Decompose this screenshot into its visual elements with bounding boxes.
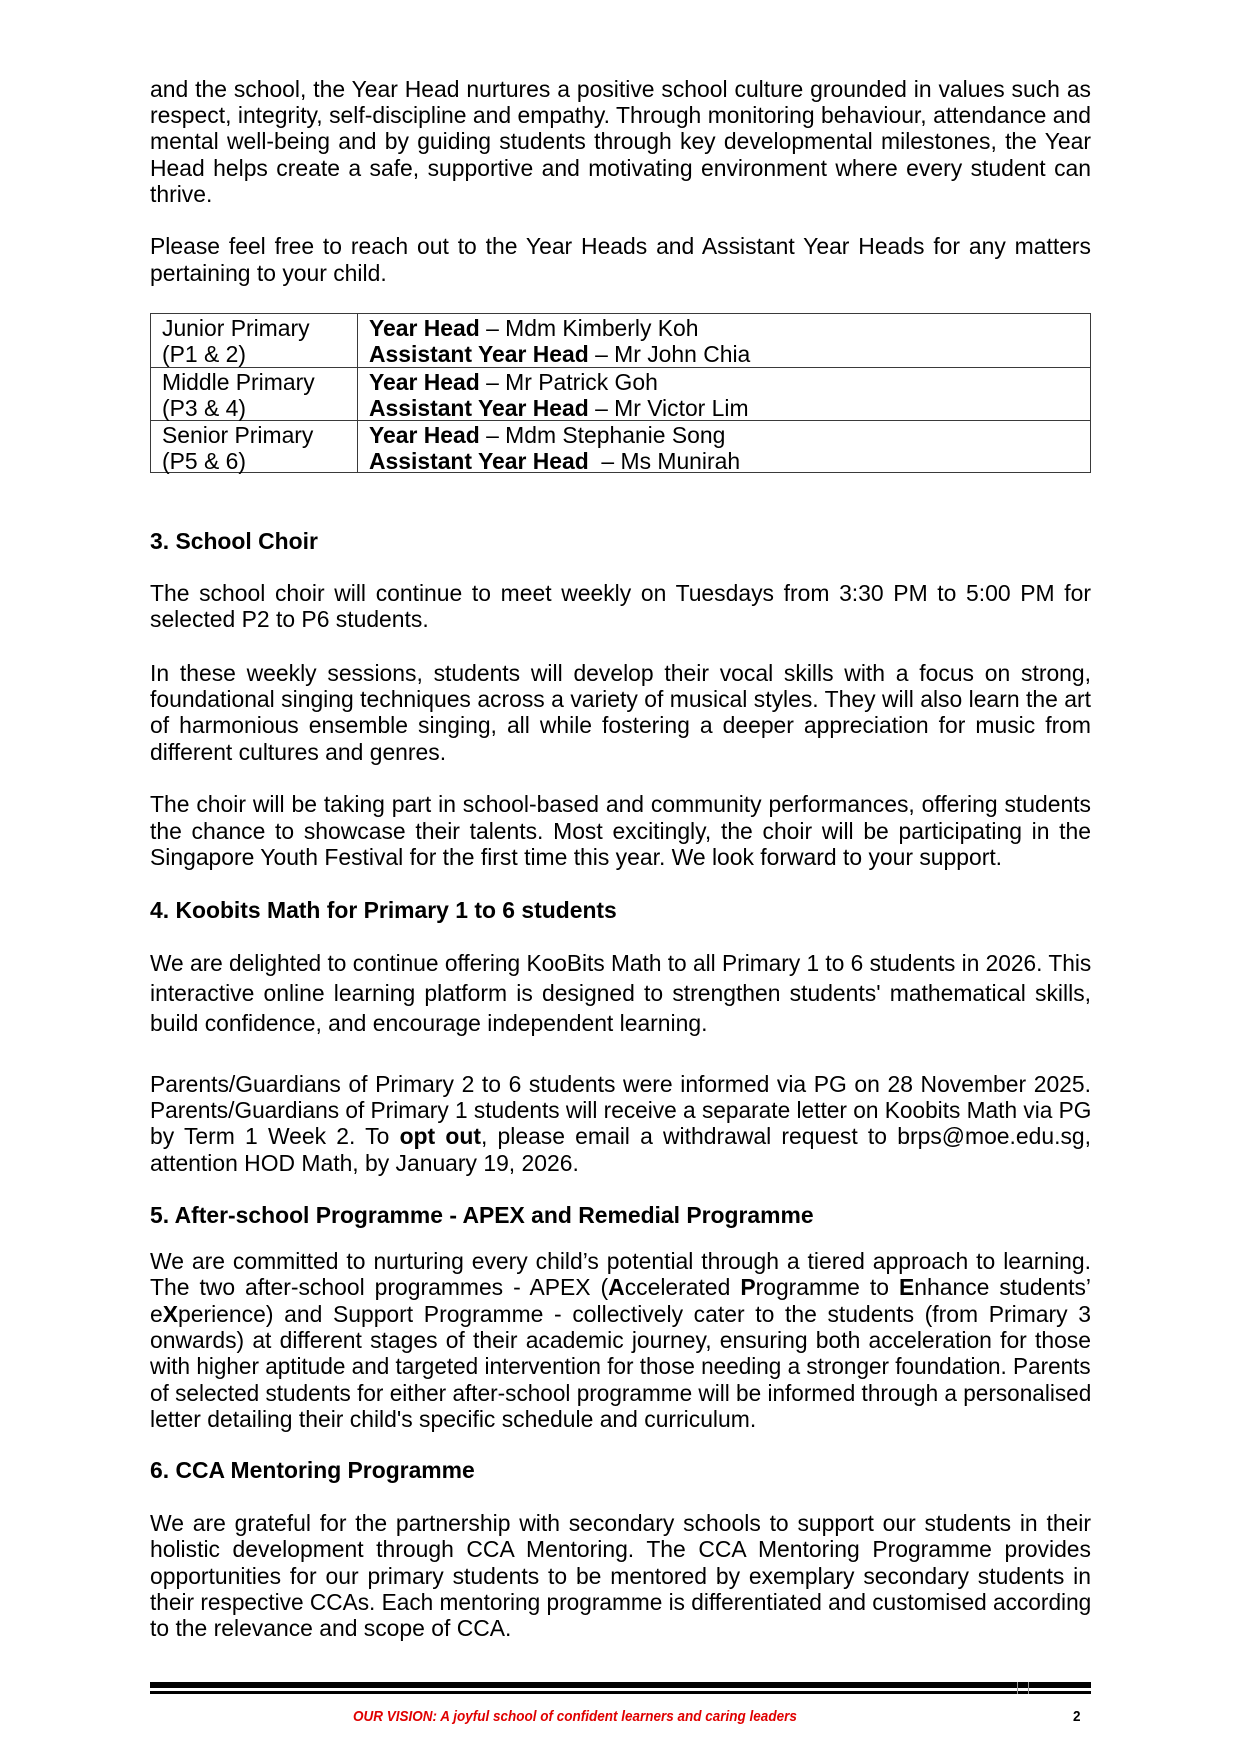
- paragraph-choir-performances: [150, 791, 1091, 870]
- footer-rule-thin: [150, 1691, 1091, 1694]
- paragraph-contact-year-heads: [150, 233, 1091, 286]
- level-grades: (P3 & 4): [162, 395, 246, 422]
- section-heading: 3. School Choir: [150, 527, 318, 554]
- level-grades: (P1 & 2): [162, 341, 246, 368]
- text-line: The school choir will continue to meet weekly on Tuesdays from 3:30 PM to 5:00 PM for: [150, 580, 1091, 606]
- text-line: We are delighted to continue offering KooBits Math to all Primary 1 to 6 students in 2026. This: [150, 949, 1092, 976]
- paragraph-choir-schedule: [150, 580, 1091, 633]
- footer-rule-notch: [1028, 1682, 1029, 1694]
- level-name: Middle Primary: [162, 368, 315, 395]
- text-line: thrive.: [150, 180, 213, 207]
- text-line: mental well-being and by guiding students through key developmental milestones, the Year: [150, 128, 1091, 155]
- email-address: brps@moe.edu.sg: [897, 1123, 1085, 1150]
- section-heading-school-choir: [150, 528, 1091, 554]
- text-line: the chance to showcase their talents. Most excitingly, the choir will be participating in the: [150, 817, 1091, 844]
- section-heading-after-school-programme: [150, 1202, 1091, 1228]
- text-run: , please email a withdrawal request to: [480, 1123, 898, 1150]
- year-head-label: Year Head: [369, 421, 480, 448]
- assistant-year-head-line: [369, 395, 1090, 421]
- acronym-letter: X: [162, 1300, 179, 1327]
- text-line: of selected students for either after-school programme will be informed through a personalised: [150, 1379, 1092, 1406]
- text-line: [150, 1274, 1091, 1300]
- level-cell: [151, 314, 358, 367]
- text-line: letter detailing their child's specific schedule and curriculum.: [150, 1405, 757, 1432]
- text-line: selected P2 to P6 students.: [150, 606, 429, 633]
- paragraph-choir-sessions: [150, 660, 1091, 765]
- text-run: ccelerated: [624, 1274, 741, 1301]
- acronym-letter: E: [898, 1274, 915, 1301]
- text-line: pertaining to your child.: [150, 259, 387, 286]
- text-line: We are grateful for the partnership with secondary schools to support our students in their: [150, 1509, 1091, 1536]
- text-run: perience) and Support Programme - collectively cater to the students (from Primary 3: [178, 1300, 1091, 1327]
- text-line: to the relevance and scope of CCA.: [150, 1615, 512, 1642]
- staff-cell: [358, 368, 1090, 420]
- level-name: Senior Primary: [162, 421, 314, 448]
- table-row: [151, 420, 1090, 473]
- text-line: different cultures and genres.: [150, 738, 447, 765]
- text-line: and the school, the Year Head nurtures a positive school culture grounded in values such as: [150, 75, 1091, 102]
- assistant-year-head-label: Assistant Year Head: [369, 395, 589, 422]
- text-line: The choir will be taking part in school-based and community performances, offering students: [150, 791, 1091, 818]
- paragraph-apex-programme: [150, 1248, 1091, 1432]
- text-line: attention HOD Math, by January 19, 2026.: [150, 1149, 579, 1176]
- text-line: [150, 1123, 1091, 1149]
- year-head-line: [369, 315, 1090, 341]
- text-line: holistic development through CCA Mentoring. The CCA Mentoring Programme provides: [150, 1536, 1091, 1563]
- text-run: nhance students’: [914, 1274, 1091, 1301]
- year-head-name: – Mdm Kimberly Koh: [479, 315, 699, 341]
- paragraph-koobits-opt-out: [150, 1071, 1091, 1176]
- text-line: Singapore Youth Festival for the first time this year. We look forward to your support.: [150, 844, 1003, 871]
- footer-vision-statement: OUR VISION: A joyful school of confident learners and caring leaders: [353, 1708, 797, 1725]
- text-run: ,: [1084, 1123, 1091, 1150]
- paragraph-koobits-intro: [150, 948, 1091, 1038]
- text-run: e: [150, 1300, 163, 1327]
- text-line: foundational singing techniques across a variety of musical styles. They will also learn the art: [150, 685, 1091, 712]
- text-line: of harmonious ensemble singing, all while fostering a deeper appreciation for music from: [150, 712, 1091, 739]
- level-cell: [151, 368, 358, 420]
- text-line: interactive online learning platform is designed to strengthen students' mathematical skills,: [150, 979, 1091, 1006]
- page-number: 2: [1073, 1708, 1081, 1725]
- section-heading: 5. After-school Programme - APEX and Remedial Programme: [150, 1202, 814, 1229]
- section-heading: 6. CCA Mentoring Programme: [150, 1456, 475, 1483]
- text-line: their respective CCAs. Each mentoring programme is differentiated and customised according: [150, 1588, 1092, 1615]
- year-head-line: [369, 422, 1090, 448]
- paragraph-cca-mentoring: [150, 1510, 1091, 1642]
- assistant-year-head-label: Assistant Year Head: [369, 341, 589, 368]
- assistant-year-head-line: [369, 448, 1090, 474]
- table-row: [151, 367, 1090, 420]
- footer-rule-thick: [150, 1682, 1091, 1688]
- year-head-label: Year Head: [369, 368, 480, 395]
- text-line: [150, 1301, 1091, 1327]
- staff-cell: [358, 421, 1090, 473]
- assistant-year-head-line: [369, 341, 1090, 367]
- level-name: Junior Primary: [162, 315, 310, 341]
- text-line: with higher aptitude and targeted intervention for those needing a stronger foundation. Parents: [150, 1353, 1091, 1380]
- text-line: respect, integrity, self-discipline and empathy. Through monitoring behaviour, attendance and: [150, 101, 1091, 128]
- section-heading: 4. Koobits Math for Primary 1 to 6 students: [150, 896, 617, 923]
- text-line: Parents/Guardians of Primary 2 to 6 students were informed via PG on 28 November 2025.: [150, 1070, 1091, 1097]
- paragraph-year-head-role: [150, 76, 1091, 208]
- section-heading-cca-mentoring: [150, 1457, 1091, 1483]
- text-run: The two after-school programmes - APEX (: [150, 1274, 609, 1301]
- year-head-line: [369, 369, 1090, 395]
- text-run: by Term 1 Week 2. To: [150, 1123, 400, 1150]
- text-line: In these weekly sessions, students will develop their vocal skills with a focus on strong,: [150, 659, 1091, 686]
- opt-out-emphasis: opt out: [399, 1123, 481, 1150]
- text-line: Please feel free to reach out to the Year Heads and Assistant Year Heads for any matters: [150, 233, 1091, 260]
- year-heads-table: [150, 313, 1091, 473]
- level-cell: [151, 421, 358, 473]
- text-line: Head helps create a safe, supportive and motivating environment where every student can: [150, 154, 1091, 181]
- year-head-name: – Mdm Stephanie Song: [479, 421, 726, 448]
- text-line: onwards) at different stages of their academic journey, ensuring both acceleration for those: [150, 1326, 1091, 1353]
- staff-cell: [358, 314, 1090, 367]
- assistant-year-head-name: – Mr John Chia: [588, 341, 751, 368]
- acronym-letter: A: [608, 1274, 625, 1301]
- text-line: opportunities for our primary students to be mentored by exemplary secondary students in: [150, 1562, 1091, 1589]
- footer-rule-notch: [1017, 1682, 1018, 1694]
- section-heading-koobits-math: [150, 897, 1091, 923]
- assistant-year-head-label: Assistant Year Head: [369, 447, 589, 474]
- text-line: We are committed to nurturing every child’s potential through a tiered approach to learning.: [150, 1247, 1091, 1274]
- assistant-year-head-name: – Mr Victor Lim: [588, 395, 749, 422]
- year-head-name: – Mr Patrick Goh: [479, 368, 658, 395]
- table-row: [151, 314, 1090, 367]
- level-grades: (P5 & 6): [162, 447, 246, 474]
- assistant-year-head-name: – Ms Munirah: [588, 447, 741, 474]
- text-line: Parents/Guardians of Primary 1 students will receive a separate letter on Koobits Math via PG: [150, 1096, 1092, 1123]
- acronym-letter: P: [740, 1274, 756, 1301]
- text-run: rogramme to: [755, 1274, 899, 1301]
- year-head-label: Year Head: [369, 315, 480, 341]
- text-line: build confidence, and encourage independent learning.: [150, 1009, 708, 1036]
